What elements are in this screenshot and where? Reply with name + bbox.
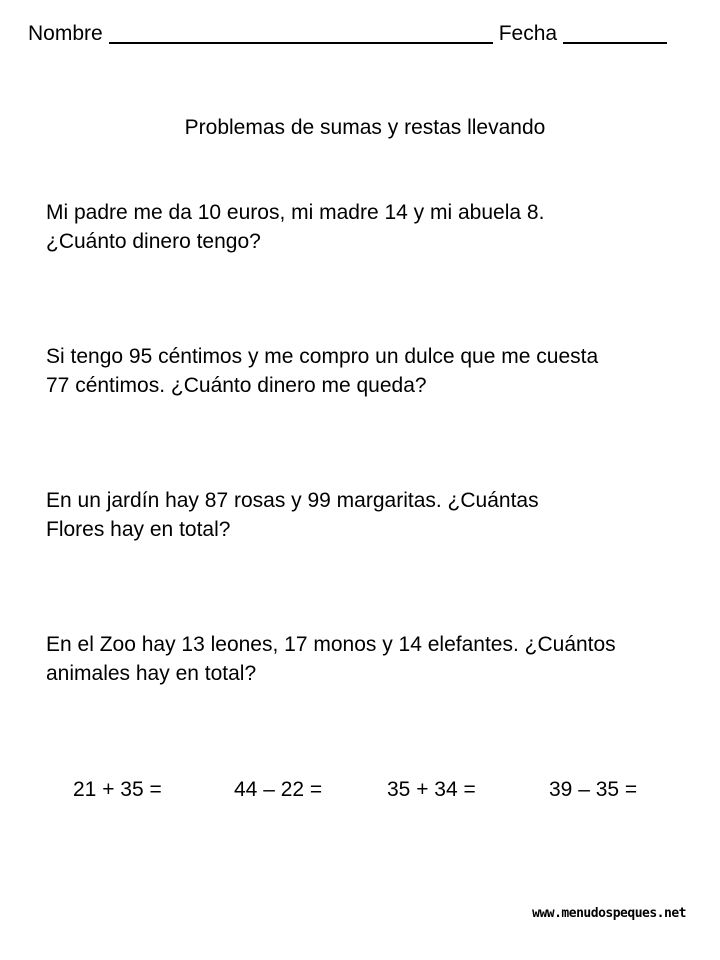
date-blank-line[interactable] xyxy=(563,20,667,44)
operation-3: 35 + 34 = xyxy=(387,778,476,801)
problem-3-line-1: En un jardín hay 87 rosas y 99 margaritas. ¿Cuántas xyxy=(46,489,539,512)
operation-2: 44 – 22 = xyxy=(234,778,323,801)
problem-1 xyxy=(46,198,706,256)
date-label: Fecha xyxy=(498,22,558,45)
worksheet-title: Problemas de sumas y restas llevando xyxy=(184,116,546,139)
problem-4-line-2: animales hay en total? xyxy=(46,662,257,685)
operation-1: 21 + 35 = xyxy=(73,778,162,801)
problem-4 xyxy=(46,630,706,688)
problem-2-line-1: Si tengo 95 céntimos y me compro un dulce que me cuesta xyxy=(46,345,599,368)
problem-1-line-2: ¿Cuánto dinero tengo? xyxy=(46,230,261,253)
name-label: Nombre xyxy=(28,22,103,45)
problem-2 xyxy=(46,342,706,400)
problem-2-line-2: 77 céntimos. ¿Cuánto dinero me queda? xyxy=(46,374,427,397)
name-blank-line[interactable] xyxy=(109,20,493,44)
header-row xyxy=(28,20,692,47)
problem-1-line-1: Mi padre me da 10 euros, mi madre 14 y mi abuela 8. xyxy=(46,201,545,224)
operations-row xyxy=(0,776,720,804)
problem-3-line-2: Flores hay en total? xyxy=(46,518,231,541)
website-footer: www.menudospeques.net xyxy=(532,906,686,921)
operation-4: 39 – 35 = xyxy=(549,778,638,801)
problem-3 xyxy=(46,486,706,544)
problem-4-line-1: En el Zoo hay 13 leones, 17 monos y 14 elefantes. ¿Cuántos xyxy=(46,633,616,656)
